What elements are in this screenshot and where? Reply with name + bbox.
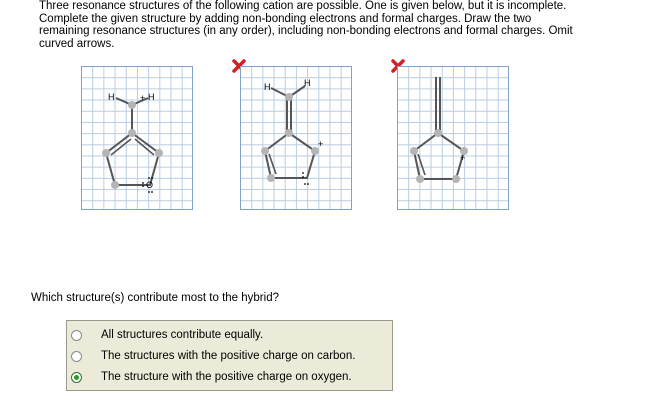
- structure-1-drawing: [82, 67, 194, 211]
- drawing-canvas-1[interactable]: [81, 66, 193, 210]
- formal-charge: +: [460, 153, 466, 163]
- radio-button[interactable]: [71, 351, 82, 362]
- option-positive-on-carbon[interactable]: [71, 346, 355, 366]
- atom-node[interactable]: [452, 175, 460, 183]
- lone-pair-dot: [142, 182, 144, 184]
- atom-node[interactable]: [285, 93, 293, 101]
- ring-bonds: [414, 133, 464, 179]
- lone-pair-dot: [151, 191, 153, 193]
- radio-button-selected[interactable]: [71, 372, 82, 383]
- formal-charge: +: [140, 93, 146, 103]
- lone-pair-dot: [151, 177, 153, 179]
- option-label: All structures contribute equally.: [101, 329, 264, 341]
- option-all-equal[interactable]: [71, 325, 263, 345]
- instructions-line-4: curved arrows.: [39, 37, 115, 50]
- atom-node[interactable]: [416, 175, 424, 183]
- option-label: The structure with the positive charge on oxygen.: [101, 371, 352, 383]
- atom-node[interactable]: [434, 129, 442, 137]
- atom-h-right: H: [304, 78, 311, 88]
- atom-node[interactable]: [102, 149, 110, 157]
- option-positive-on-oxygen[interactable]: [71, 367, 352, 387]
- atom-node[interactable]: [155, 149, 163, 157]
- lone-pair-dot: [142, 185, 144, 187]
- atom-h-left: H: [264, 82, 271, 92]
- atom-oxygen: O: [146, 180, 154, 190]
- answer-options: [66, 320, 393, 391]
- radio-button[interactable]: [71, 330, 82, 341]
- option-label: The structures with the positive charge on carbon.: [101, 350, 356, 362]
- structure-3-drawing: [398, 67, 510, 211]
- formal-charge: +: [318, 139, 324, 149]
- lone-pair-dot: [307, 183, 309, 185]
- drawing-canvas-2[interactable]: [240, 66, 352, 210]
- lone-pair-dot: [304, 183, 306, 185]
- atom-node[interactable]: [261, 147, 269, 155]
- ring-bonds: [265, 133, 315, 178]
- instructions-line-2: Complete the given structure by adding non-bonding electrons and formal charges. Draw the two: [39, 12, 532, 25]
- lone-pair-dot: [148, 177, 150, 179]
- atom-h-right: H: [148, 92, 155, 102]
- atom-node[interactable]: [410, 147, 418, 155]
- lone-pair-dot: [302, 176, 304, 178]
- structure-2-drawing: [241, 67, 353, 211]
- instructions-line-1: Three resonance structures of the following cation are possible. One is given below, but it is incomplete.: [39, 0, 567, 12]
- question-text: Which structure(s) contribute most to the hybrid?: [31, 292, 279, 304]
- atom-node[interactable]: [285, 129, 293, 137]
- lone-pair-dot: [302, 172, 304, 174]
- atom-node[interactable]: [267, 174, 275, 182]
- ring-bonds: [106, 133, 159, 185]
- instructions-line-3: remaining resonance structures (in any order), including non-bonding electrons and formal charges. Omit: [39, 25, 573, 38]
- drawing-canvas-3[interactable]: [397, 66, 509, 210]
- atom-node[interactable]: [128, 129, 136, 137]
- lone-pair-dot: [148, 191, 150, 193]
- atom-h-left: H: [108, 92, 115, 102]
- atom-node[interactable]: [128, 101, 136, 109]
- instructions: [39, 0, 639, 50]
- atom-node[interactable]: [111, 181, 119, 189]
